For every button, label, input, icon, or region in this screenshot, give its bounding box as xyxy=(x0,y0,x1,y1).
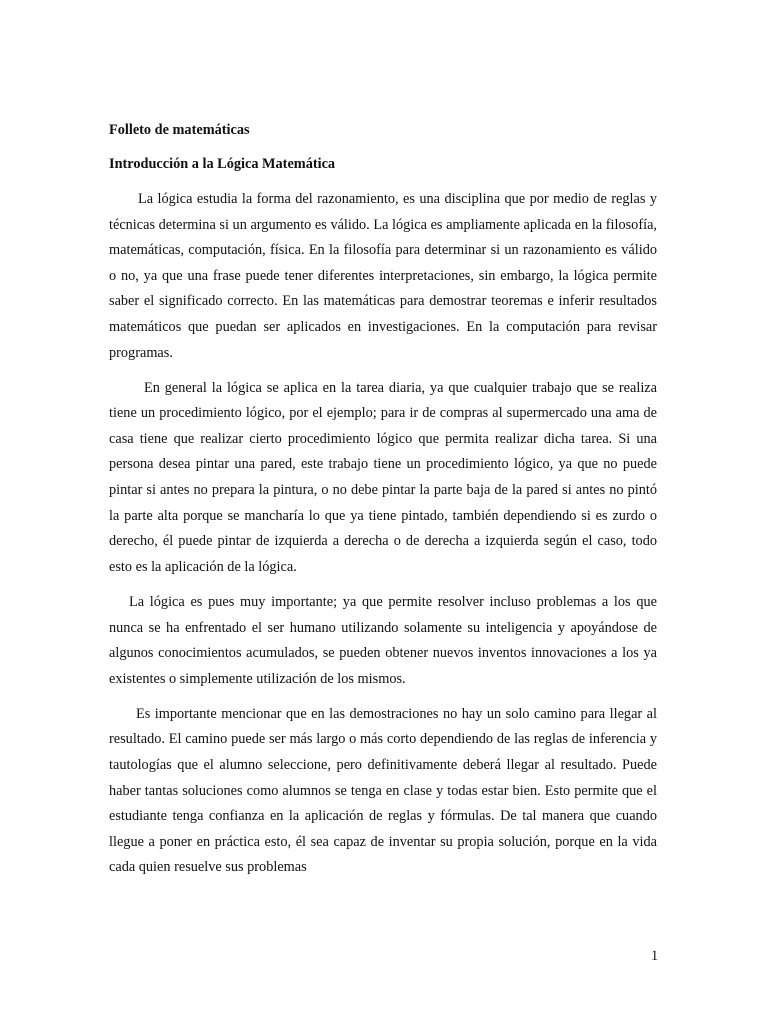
document-title: Folleto de matemáticas xyxy=(109,122,250,138)
paragraph-4: Es importante mencionar que en las demostraciones no hay un solo camino para llegar al resultado. El camino puede ser más largo o más corto dependiendo de las reglas de inferencia y tautologías que el alumno seleccione, pero definitivamente deberá llegar al resultado. Puede haber tantas soluciones como alumnos se tenga en clase y todas estar bien. Esto permite que el estudiante tenga confianza en la aplicación de reglas y fórmulas. De tal manera que cuando llegue a poner en práctica esto, él sea capaz de inventar su propia solución, porque en la vida cada quien resuelve sus problemas xyxy=(109,705,657,876)
paragraph-3: La lógica es pues muy importante; ya que permite resolver incluso problemas a los que nunca se ha enfrentado el ser humano utilizando solamente su inteligencia y apoyándose de algunos conocimientos acumulados, se pueden obtener nuevos inventos innovaciones a los ya existentes o simplemente utilización de los mismos. xyxy=(109,593,657,687)
section-heading: Introducción a la Lógica Matemática xyxy=(109,156,336,172)
paragraph-1: La lógica estudia la forma del razonamiento, es una disciplina que por medio de reglas y técnicas determina si un argumento es válido. La lógica es ampliamente aplicada en la filosofía, matemáticas, computación, física. En la filosofía para determinar si un razonamiento es válido o no, ya que una frase puede tener diferentes interpretaciones, sin embargo, la lógica permite saber el significado correcto. En las matemáticas para demostrar teoremas e inferir resultados matemáticos que puedan ser aplicados en investigaciones. En la computación para revisar programas. xyxy=(109,191,657,361)
document-body xyxy=(109,121,657,876)
page-number: 1 xyxy=(651,948,659,964)
paragraph-2: En general la lógica se aplica en la tarea diaria, ya que cualquier trabajo que se realiza tiene un procedimiento lógico, por el ejemplo; para ir de compras al supermercado una ama de casa tiene que realizar cierto procedimiento lógico que permita realizar dicha tarea. Si una persona desea pintar una pared, este trabajo tiene un procedimiento lógico, ya que no puede pintar si antes no prepara la pintura, o no debe pintar la parte baja de la pared si antes no pintó la parte alta porque se mancharía lo que ya tiene pintado, también dependiendo si es zurdo o derecho, él puede pintar de izquierda a derecha o de derecha a izquierda según el caso, todo esto es la aplicación de la lógica. xyxy=(109,379,657,575)
